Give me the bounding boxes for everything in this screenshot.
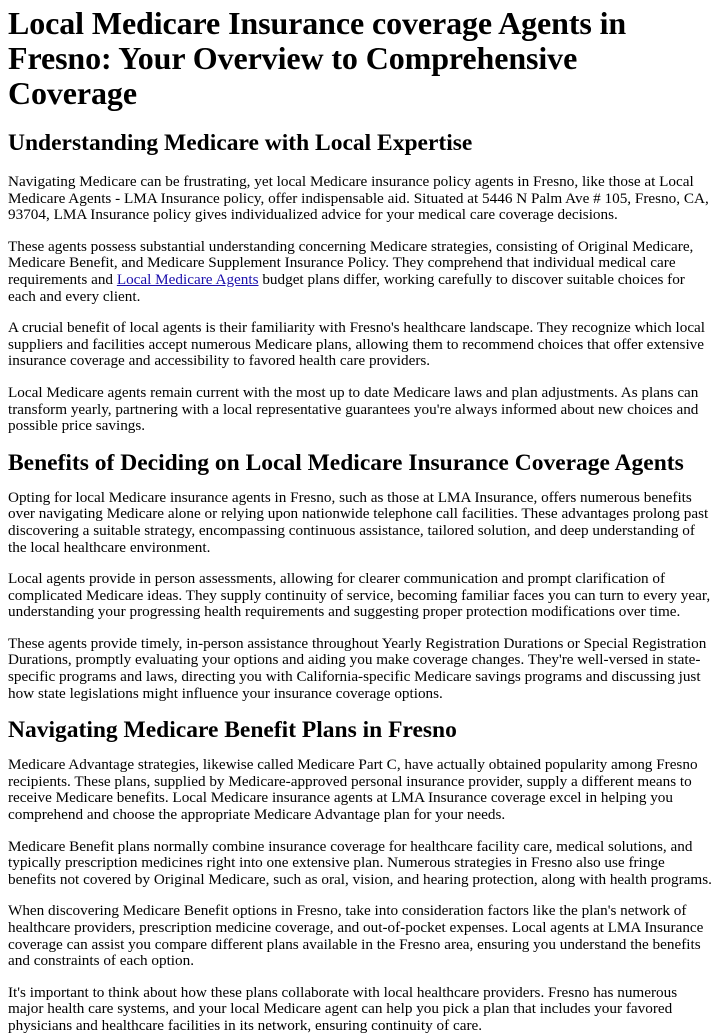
paragraph: These agents provide timely, in-person assistance throughout Yearly Registration Durations or Special Registration Durations, promptly evaluating your options and aiding you make coverage changes. They're well-versed in state-specific programs and laws, directing you with California-specific Medicare savings programs and discussing just how state legislations might influence your insurance coverage options.: [8, 634, 707, 702]
paragraph: Medicare Benefit plans normally combine insurance coverage for healthcare facility care, medical solutions, and typically prescription medicines right into one extensive plan. Numerous strategies in Fresno also use fringe benefits not covered by Original Medicare, such as oral, vision, and hearing protection, along with health programs.: [8, 837, 712, 888]
section-understanding-medicare: [8, 130, 712, 435]
section-heading: Understanding Medicare with Local Expertise: [8, 130, 473, 156]
paragraph: Navigating Medicare can be frustrating, yet local Medicare insurance policy agents in Fresno, like those at Local Medicare Agents - LMA Insurance policy, offer indispensable aid. Situated at 5446 N Palm Ave # 105, Fresno, CA, 93704, LMA Insurance policy gives individualized advice for your medical care coverage decisions.: [8, 173, 709, 224]
section-heading: Navigating Medicare Benefit Plans in Fresno: [8, 717, 457, 744]
paragraph-text: budget plans differ, working carefully to discover suitable choices for each and every client.: [8, 270, 685, 305]
paragraph-text: These agents possess substantial understanding concerning Medicare strategies, consisting of Original Medicare, Medicare Benefit, and Medicare Supplement Insurance Policy. They comprehend that individual medical care requirements and: [8, 237, 694, 288]
paragraph: Opting for local Medicare insurance agents in Fresno, such as those at LMA Insurance, offers numerous benefits over navigating Medicare alone or relying upon nationwide telephone call facilities. These advantages prolong past discovering a suitable strategy, encompassing continuous assistance, tailored solution, and deep understanding of the local healthcare environment.: [8, 488, 709, 556]
paragraph: A crucial benefit of local agents is their familiarity with Fresno's healthcare landscape. They recognize which local suppliers and facilities accept numerous Medicare plans, allowing them to recommend choices that offer extensive insurance coverage and accessibility to favored health care providers.: [8, 319, 706, 370]
paragraph: Local agents provide in person assessments, allowing for clearer communication and prompt clarification of complicated Medicare ideas. They supply continuity of service, becoming familiar faces you can turn to every year, understanding your progressing health requirements and suggesting proper protection modifications over time.: [8, 570, 711, 621]
local-medicare-agents-link[interactable]: Local Medicare Agents: [116, 270, 259, 288]
section-heading: Benefits of Deciding on Local Medicare Insurance Coverage Agents: [8, 449, 684, 476]
paragraph: Local Medicare agents remain current with the most up to date Medicare laws and plan adjustments. As plans can transform yearly, partnering with a local representative guarantees you're always informed about new choices and possible price savings.: [8, 383, 699, 435]
section-benefits-of-local-agents: [8, 450, 712, 703]
paragraph: It's important to think about how these plans collaborate with local healthcare providers. Fresno has numerous major health care systems, and your local Medicare agent can help you pick a plan that includes your favored physicians and healthcare facilities in its network, ensuring continuity of care.: [8, 983, 678, 1034]
section-medicare-benefit-plans: [8, 717, 712, 1034]
page-title: Local Medicare Insurance coverage Agents in Fresno: Your Overview to Comprehensive Coverage: [8, 5, 627, 111]
paragraph: When discovering Medicare Benefit options in Fresno, take into consideration factors like the plan's network of healthcare providers, prescription medicine coverage, and out-of-pocket expenses. Local agents at LMA Insurance coverage can assist you compare different plans available in the Fresno area, ensuring you understand the benefits and constraints of each option.: [8, 902, 704, 970]
paragraph: Medicare Advantage strategies, likewise called Medicare Part C, have actually obtained popularity among Fresno recipients. These plans, supplied by Medicare-approved personal insurance provider, supply a different means to receive Medicare benefits. Local Medicare insurance agents at LMA Insurance coverage excel in helping you comprehend and choose the appropriate Medicare Advantage plan for your needs.: [8, 756, 698, 824]
paragraph-with-link: [8, 239, 712, 305]
